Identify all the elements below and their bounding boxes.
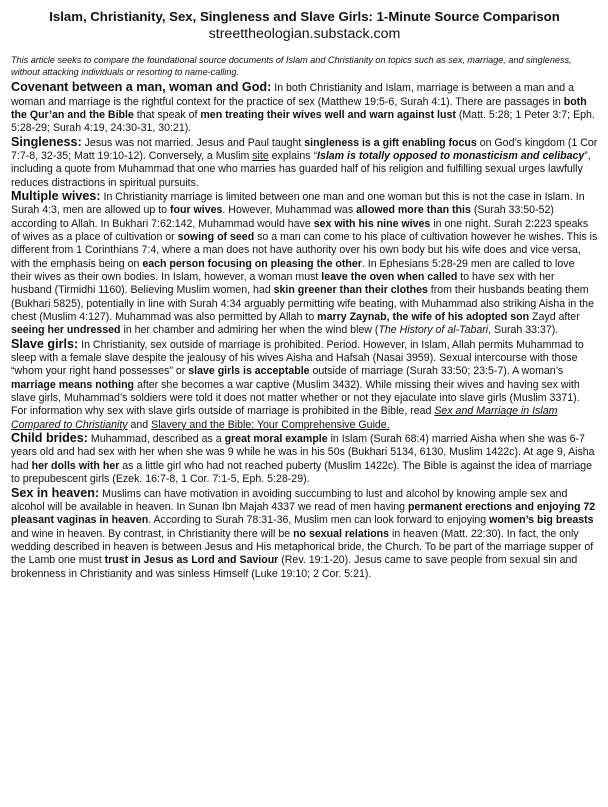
text-run: (Matt. 5:28; 1 Peter 3:7; Eph. 5:28-29; Surah 4:19, 24:30-31, 30:21). [11,108,595,135]
section-heading: Multiple wives: [11,188,101,203]
section-paragraph [11,81,598,135]
sections-container [11,81,598,581]
text-run: no sexual relations [293,527,390,540]
text-run: in heaven (Matt. 22:30). In fact, the only wedding described in heaven is between Jesus and His metaphorical bride, the Church. To be part of the marriage supper of the Lamb one must [11,527,594,567]
text-run: In both Christianity and Islam, marriage is between a man and a woman and marriage is the rightful context for the practice of sex (Matthew 19:5-6, Surah 4:1). There are passages in [11,82,574,108]
text-run: on God’s kingdom (1 Cor 7:7-8, 32-35; Matt 19:10-12). Conversely, a Muslim [11,136,598,162]
text-run: ”, including a quote from Muhammad that one who marries has guarded half of his religion and fulfilling sexual urges lawfully reduces distractions in spiritual pursuits. [11,149,591,189]
text-run: sowing of seed [177,230,255,243]
text-run: after she becomes a war captive (Muslim 3432). While missing their wives and having sex with slave girls, Muhammad’s soldiers were told it does not matter whether or not they ejaculate into slave girls (Muslim 3371). For information why sex with slave girls outside of marriage is prohibited in the Bible, read [11,378,580,418]
section-paragraph [11,487,598,581]
text-run: four wives [170,204,223,217]
text-run: great moral example [224,433,328,446]
text-run: allowed more than this [356,204,471,217]
text-run: men treating their wives well and warn against lust [200,108,456,121]
text-run: in one night. Surah 2:223 speaks of wives as a place of cultivation or [11,217,589,243]
text-run: In Christianity, sex outside of marriage is prohibited. Period. However, in Islam, Allah permits Muhammad to sleep with a female slave despite the jealousy of his wives Aisha and Hafsah (Nasai 3959). Sexual intercourse with those “whom your right hand possesses” or [11,338,584,378]
text-run: Zayd after [529,311,580,324]
text-run: The History of al-Tabari [378,324,489,337]
section-paragraph [11,338,598,432]
text-run: from their husbands beating them (Bukhari 5825), potentially in line with Surah 4:34 arguably permitting wife beating, with Muhammad also striking Aisha in the chest (Muslim 4:127). Muhammad was also permitted by Allah to [11,284,594,324]
text-run: seeing her undressed [11,324,121,337]
text-run: in her chamber and admiring her when the wind blew ( [120,324,379,337]
text-run: . In Ephesians 5:28-29 men are called to love their wives as their own bodies. In Islam, however, a woman must [11,257,575,283]
text-run: both the Qur’an and the Bible [11,95,587,121]
text-run: skin greener than their clothes [273,284,428,297]
text-run: Jesus was not married. Jesus and Paul taught [81,136,305,149]
text-run: marry Zaynab, the wife of his adopted son [317,311,530,324]
text-run: and wine in heaven. By contrast, in Christianity there will be [11,527,294,540]
text-run: her dolls with her [31,459,120,472]
text-run: Islam is totally opposed to monasticism and celibacy [317,149,585,162]
text-run: in Islam (Surah 68:4) married Aisha when she was 6-7 years old and had sex with her when she was 9 while he was in his 50s (Bukhari 5134, 6130, Muslim 1422c). At age 9, Aisha had [11,433,595,472]
section-paragraph [11,432,598,486]
text-run: (Surah 33:50-52) according to Allah. In Bukhari 7:62:142, Muhammad would have [11,204,554,230]
text-run: (Rev. 19:1-20). Jesus came to save people from sexual sin and brokenness in Christianity and was sinless Himself (Luke 19:10; 2 Cor. 5:21). [11,554,578,580]
text-link[interactable]: site [252,149,269,162]
text-run: outside of marriage (Surah 33:50; 23:5-7). A woman’s [309,365,564,378]
text-run: . However, Muhammad was [222,204,357,217]
text-run: and [127,418,152,431]
text-run: . According to Surah 78:31-36, Muslim men can look forward to enjoying [148,514,490,527]
text-run: , Surah 33:37). [488,324,559,337]
text-run: leave the oven when called [321,271,458,283]
section-paragraph [11,136,598,190]
text-run: slave girls is acceptable [188,365,310,378]
site-url: streettheologian.substack.com [208,26,401,42]
section-heading: Child brides: [11,431,88,446]
document-title: Islam, Christianity, Sex, Singleness and Slave Girls: 1-Minute Source Comparison [49,9,560,24]
text-run: sex with his nine wives [313,217,431,230]
text-run: marriage means nothing [11,378,135,391]
text-run: women’s big breasts [489,514,594,527]
text-run: trust in Jesus as Lord and Saviour [104,554,279,567]
text-run: Muslims can have motivation in avoiding succumbing to lust and alcohol by knowing ample sex and alcohol will be available in heaven. In Sunan Ibn Majah 4337 we read of men having [11,487,568,513]
text-run: singleness is a gift enabling focus [304,136,477,149]
section-paragraph [11,190,598,338]
section-heading: Sex in heaven: [11,485,100,500]
text-run: that speak of [133,108,201,121]
text-run: In Christianity marriage is limited between one man and one woman but this is not the case in Islam. In Surah 4:3, men are allowed up to [11,190,585,217]
section-heading: Covenant between a man, woman and God: [11,80,272,95]
section-heading: Singleness: [11,134,82,149]
text-run: so a man can come to his place of cultivation however he wishes. This is different from 1 Corinthians 7:4, where a man does not have authority over his own body but his wife does and vice versa, with the emphasis being on [11,230,598,270]
section-heading: Slave girls: [11,336,79,351]
intro-paragraph: This article seeks to compare the foundational source documents of Islam and Christianity on topics such as sex, marriage, and singleness, without attacking individuals or resorting to name-calling. [11,55,572,77]
text-run: to have sex with her husband (Tirmidhi 1160). Believing Muslim women, had [11,271,555,297]
text-run: each person focusing on pleasing the other [142,257,362,270]
text-link[interactable]: Slavery and the Bible: Your Comprehensive Guide. [151,418,390,431]
text-run: Muhammad, described as a [87,433,225,446]
text-run: permanent erections and enjoying 72 pleasant vaginas in heaven [11,500,596,527]
text-link[interactable]: Sex and Marriage in Islam Compared to Christianity [11,405,558,431]
text-run: as a little girl who had not reached puberty (Muslim 1422c). The Bible is against the idea of marriage to prepubescent girls (Ezek. 16:7-8, 1 Cor. 7:1-5, Eph. 5:28-29). [11,459,592,486]
text-run: explains “ [268,149,318,162]
